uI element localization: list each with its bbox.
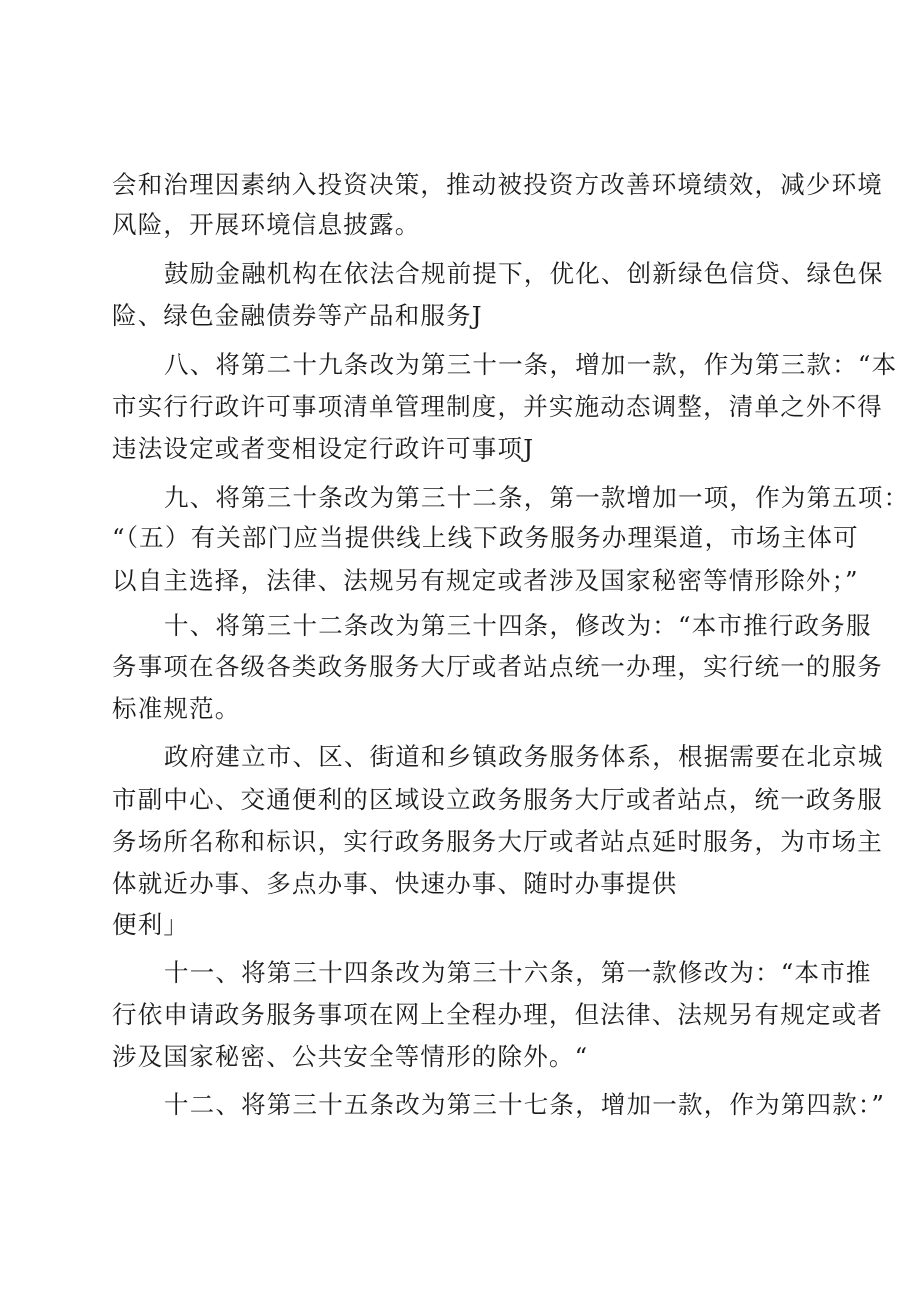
paragraph-first-line: 十、将第三十二条改为第三十四条，修改为：“本市推行政务服 bbox=[164, 611, 872, 640]
paragraph-first-line: 九、将第三十条改为第三十二条，第一款增加一项，作为第五项： bbox=[164, 483, 910, 512]
text-line: 会和治理因素纳入投资决策，推动被投资方改善环境绩效，减少环境 bbox=[112, 170, 883, 199]
paragraph-first-line: 八、将第二十九条改为第三十一条，增加一款，作为第三款：“本 bbox=[164, 350, 898, 379]
paragraph-first-line: 政府建立市、区、街道和乡镇政务服务体系，根据需要在北京城 bbox=[164, 742, 884, 771]
paragraph-first-line: 十一、将第三十四条改为第三十六条，第一款修改为：“本市推 bbox=[164, 958, 872, 987]
text-line: 险、绿色金融债券等产品和服务J bbox=[112, 301, 483, 330]
text-line: 务场所名称和标识，实行政务服务大厅或者站点延时服务，为市场主 bbox=[112, 827, 883, 856]
text-line: 便利」 bbox=[112, 910, 190, 939]
text-line: “（五）有关部门应当提供线上线下政务服务办理渠道，市场主体可 bbox=[112, 523, 859, 552]
text-line: 务事项在各级各类政务服务大厅或者站点统一办理，实行统一的服务 bbox=[112, 652, 883, 681]
text-line: 体就近办事、多点办事、快速办事、随时办事提供 bbox=[112, 869, 678, 898]
text-line: 违法设定或者变相设定行政许可事项J bbox=[112, 434, 535, 463]
paragraph-first-line: 十二、将第三十五条改为第三十七条，增加一款，作为第四款：” bbox=[164, 1090, 886, 1119]
text-line: 风险，开展环境信息披露。 bbox=[112, 210, 421, 239]
text-line: 以自主选择，法律、法规另有规定或者涉及国家秘密等情形除外；” bbox=[112, 566, 859, 595]
paragraph-first-line: 鼓励金融机构在依法合规前提下，优化、创新绿色信贷、绿色保 bbox=[164, 259, 884, 288]
text-line: 市实行行政许可事项清单管理制度，并实施动态调整，清单之外不得 bbox=[112, 392, 883, 421]
text-line: 涉及国家秘密、公共安全等情形的除外。“ bbox=[112, 1042, 589, 1071]
text-line: 标准规范。 bbox=[112, 694, 241, 723]
text-line: 市副中心、交通便利的区域设立政务服务大厅或者站点，统一政务服 bbox=[112, 785, 883, 814]
text-line: 行依申请政务服务事项在网上全程办理，但法律、法规另有规定或者 bbox=[112, 1000, 883, 1029]
